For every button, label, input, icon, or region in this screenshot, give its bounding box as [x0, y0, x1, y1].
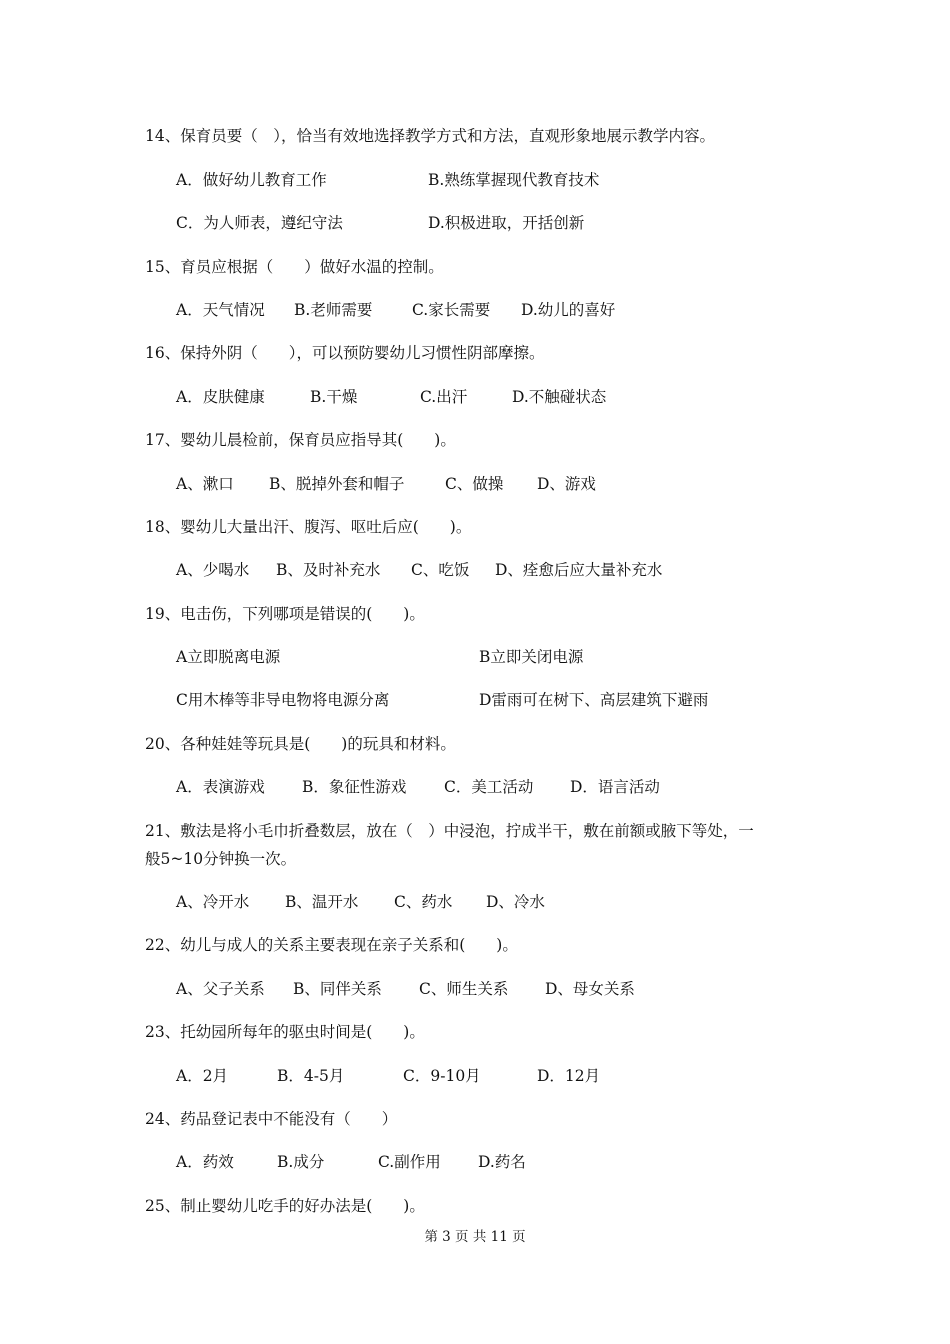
option: D.不触碰状态: [512, 388, 607, 406]
option: B立即关闭电源: [479, 648, 584, 666]
options-14-row-2: [176, 213, 584, 233]
option: A．2月: [176, 1067, 229, 1085]
option: A．表演游戏: [176, 778, 265, 796]
question-24: 24、药品登记表中不能没有（ ）: [145, 1110, 398, 1128]
options-14-row-1: [176, 170, 599, 190]
option: A、父子关系: [176, 980, 265, 998]
option: A、少喝水: [176, 561, 250, 579]
options-20: [176, 777, 660, 797]
option: D、游戏: [537, 475, 596, 493]
question-18: 18、婴幼儿大量出汗、腹泻、呕吐后应( )。: [145, 518, 472, 536]
option: C、做操: [445, 475, 504, 493]
options-23: [176, 1066, 600, 1086]
option: C、师生关系: [419, 980, 509, 998]
option: C．9-10月: [403, 1067, 481, 1085]
option: C.家长需要: [412, 301, 491, 319]
options-19-row-2: [176, 690, 708, 710]
options-15: [176, 300, 615, 320]
options-18: [176, 560, 662, 580]
question-22: 22、幼儿与成人的关系主要表现在亲子关系和( )。: [145, 936, 518, 954]
question-23: 23、托幼园所每年的驱虫时间是( )。: [145, 1023, 425, 1041]
question-15: 15、育员应根据（ ）做好水温的控制。: [145, 258, 444, 276]
option: A立即脱离电源: [176, 648, 281, 666]
question-25: 25、制止婴幼儿吃手的好办法是( )。: [145, 1197, 425, 1215]
options-17: [176, 474, 596, 494]
option: D.药名: [478, 1153, 526, 1171]
option: A．做好幼儿教育工作: [176, 171, 327, 189]
option: A．天气情况: [176, 301, 265, 319]
options-16: [176, 387, 606, 407]
option: D.幼儿的喜好: [521, 301, 616, 319]
question-14: 14、保育员要（ ），恰当有效地选择教学方式和方法，直观形象地展示教学内容。: [145, 127, 715, 145]
option: B、温开水: [285, 893, 359, 911]
question-16: 16、保持外阴（ ），可以预防婴幼儿习惯性阴部摩擦。: [145, 344, 545, 362]
question-21: 21、敷法是将小毛巾折叠数层，放在（ ）中浸泡，拧成半干，敷在前额或腋下等处，一: [145, 822, 754, 840]
options-22: [176, 979, 635, 999]
option: C.副作用: [378, 1153, 441, 1171]
option: D雷雨可在树下、高层建筑下避雨: [479, 691, 709, 709]
option: C．为人师表，遵纪守法: [176, 214, 343, 232]
question-20: 20、各种娃娃等玩具是( )的玩具和材料。: [145, 735, 456, 753]
option: B.熟练掌握现代教育技术: [428, 171, 600, 189]
question-19: 19、电击伤，下列哪项是错误的( )。: [145, 605, 425, 623]
options-21: [176, 892, 545, 912]
options-19-row-1: [176, 647, 583, 667]
option: B、及时补充水: [276, 561, 381, 579]
option: A、冷开水: [176, 893, 250, 911]
option: B．4-5月: [277, 1067, 345, 1085]
option: A、漱口: [176, 475, 234, 493]
options-24: [176, 1152, 526, 1172]
option: C、药水: [394, 893, 453, 911]
option: C用木棒等非导电物将电源分离: [176, 691, 390, 709]
option: B．象征性游戏: [302, 778, 407, 796]
option: D．12月: [537, 1067, 601, 1085]
option: A．药效: [176, 1153, 234, 1171]
option: B.干燥: [310, 388, 358, 406]
option: D、痊愈后应大量补充水: [495, 561, 663, 579]
option: B.老师需要: [294, 301, 373, 319]
question-17: 17、婴幼儿晨检前，保育员应指导其( )。: [145, 431, 456, 449]
option: B、脱掉外套和帽子: [269, 475, 405, 493]
option: C.出汗: [420, 388, 468, 406]
option: B、同伴关系: [293, 980, 382, 998]
option: D、母女关系: [545, 980, 635, 998]
option: B.成分: [277, 1153, 325, 1171]
option: D．语言活动: [570, 778, 660, 796]
option: C、吃饭: [411, 561, 470, 579]
page-number-footer: 第 3 页 共 11 页: [424, 1229, 526, 1245]
option: D、冷水: [486, 893, 545, 911]
question-21-continued: 般5~10分钟换一次。: [145, 850, 297, 868]
option: A．皮肤健康: [176, 388, 265, 406]
option: D.积极进取，开括创新: [428, 214, 585, 232]
option: C．美工活动: [444, 778, 534, 796]
